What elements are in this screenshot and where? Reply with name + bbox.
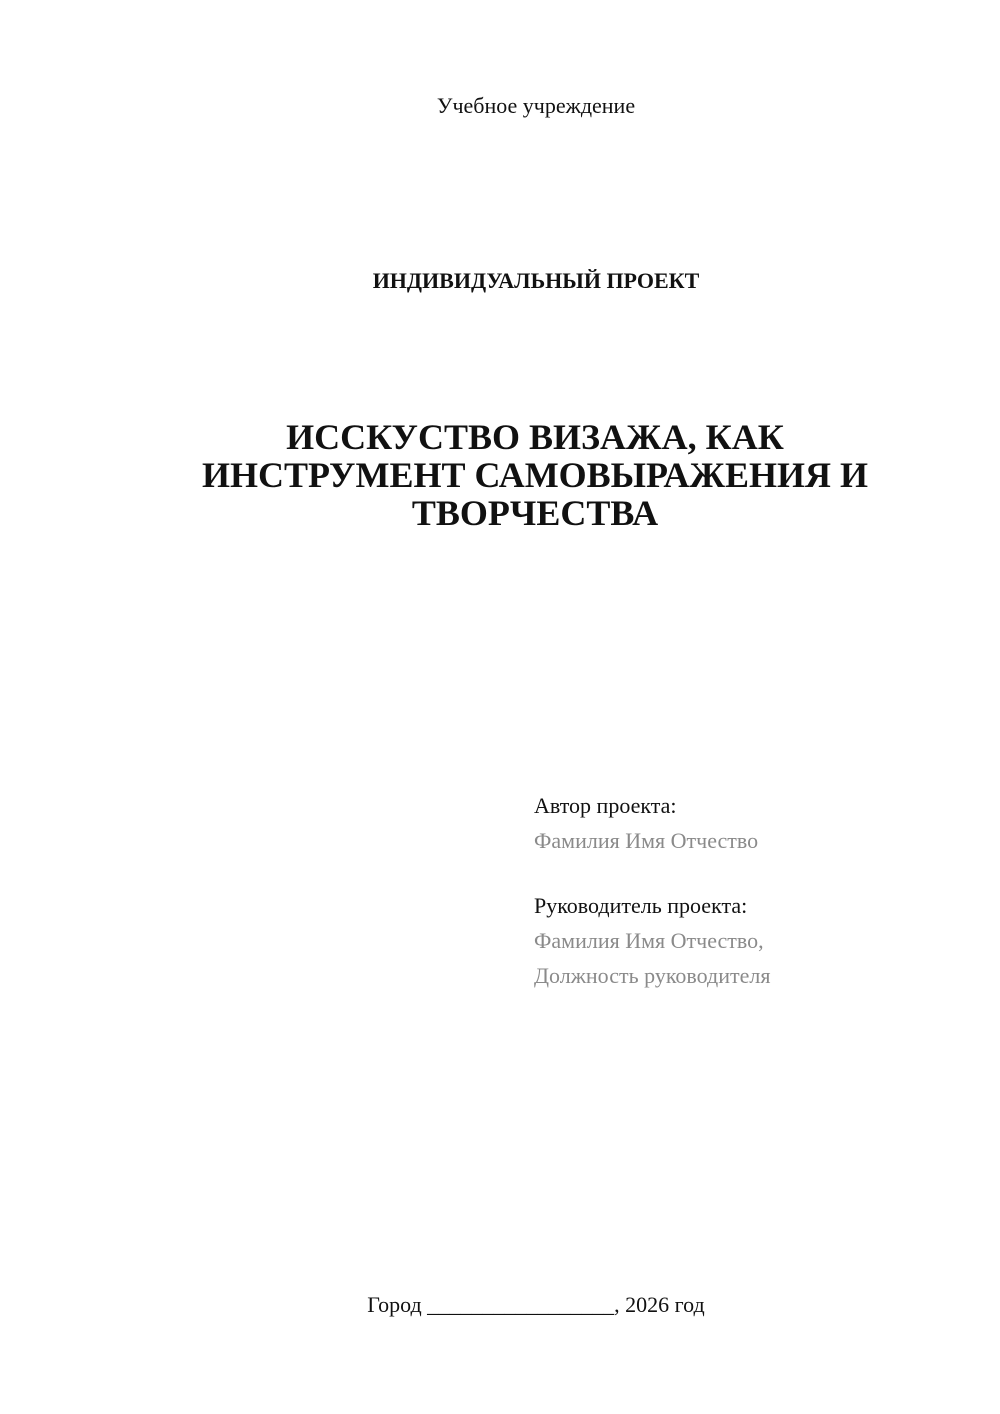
year-text: , 2026 год — [614, 1292, 705, 1317]
city-blank: _________________ — [427, 1292, 615, 1317]
author-name: Фамилия Имя Отчество — [534, 828, 759, 853]
supervisor-position: Должность руководителя — [534, 963, 771, 988]
supervisor-name: Фамилия Имя Отчество, — [534, 928, 764, 953]
document-type: ИНДИВИДУАЛЬНЫЙ ПРОЕКТ — [372, 268, 700, 293]
spacer — [534, 858, 974, 888]
institution-name: Учебное учреждение — [436, 93, 636, 118]
project-title-line-1: ИССКУСТВО ВИЗАЖА, КАК — [286, 417, 784, 457]
city-year-line — [0, 1290, 1000, 1320]
project-info-block — [534, 788, 974, 993]
project-title-line-2: ИНСТРУМЕНТ САМОВЫРАЖЕНИЯ И — [201, 455, 869, 495]
author-label: Автор проекта: — [534, 793, 677, 818]
supervisor-label: Руководитель проекта: — [534, 893, 748, 918]
city-label: Город — [367, 1292, 422, 1317]
project-title-line-3: ТВОРЧЕСТВА — [411, 493, 659, 533]
project-title — [160, 418, 910, 532]
